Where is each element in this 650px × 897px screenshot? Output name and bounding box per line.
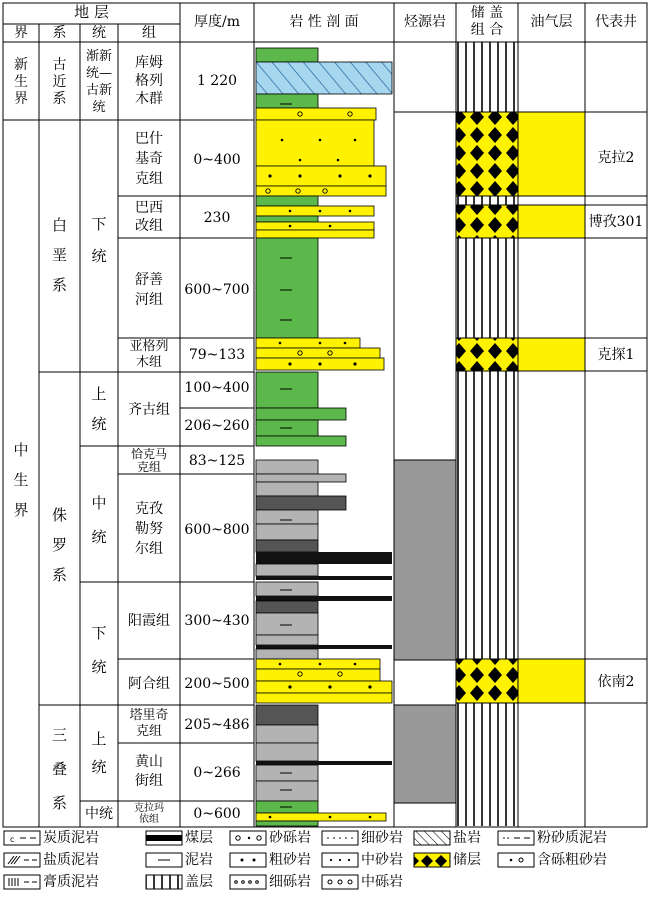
legend-label-fine-sandstone: 细砂岩 xyxy=(361,830,403,846)
legend-label-pebbly-coarse-sandstone: 含砾粗砂岩 xyxy=(537,852,607,868)
header-oil-gas: 油气层 xyxy=(530,14,573,30)
thickness-bashijiqike: 0~400 xyxy=(193,152,241,168)
thickness-baxigai: 230 xyxy=(203,210,231,226)
legend-label-coarse-sandstone: 粗砂岩 xyxy=(269,852,311,868)
xi-cretaceous: 白 垩 系 xyxy=(51,216,67,294)
thickness-kezilenuer: 600~800 xyxy=(184,522,250,538)
header-source-rock: 烃源岩 xyxy=(404,14,446,30)
header-caprock-1: 储 盖 xyxy=(470,5,504,21)
jie-cenozoic: 新 生 界 xyxy=(14,56,28,107)
zu-qiakemake: 恰克马 克组 xyxy=(130,446,167,474)
thickness-yageliemu: 79~133 xyxy=(188,347,246,363)
legend-label-fine-conglomerate: 细砾岩 xyxy=(269,874,311,890)
thickness-qigu-b: 206~260 xyxy=(184,418,250,434)
zu-yageliemu: 亚格列 木组 xyxy=(129,339,169,370)
xi-jurassic: 侏 罗 系 xyxy=(51,506,67,584)
zu-ahe: 阿合组 xyxy=(128,676,170,692)
header-xi: 系 xyxy=(52,25,67,41)
well-ketan1: 克探1 xyxy=(597,347,635,363)
header-tong: 统 xyxy=(92,25,106,41)
header-zu: 组 xyxy=(142,25,156,41)
thickness-yangxia: 300~430 xyxy=(184,613,250,629)
tong-jurassic-upper: 上 统 xyxy=(91,385,107,433)
caprock-column xyxy=(456,42,518,826)
zu-kumugeliemu: 库姆 格列 木群 xyxy=(135,55,163,107)
legend-label-medium-sandstone: 中砂岩 xyxy=(361,852,403,868)
legend-swatch-reservoir xyxy=(414,853,450,867)
thickness-taliqike: 205~486 xyxy=(184,717,250,733)
zu-bashijiqike: 巴什 基奇 克组 xyxy=(135,131,163,187)
zu-shushanhe: 舒善 河组 xyxy=(135,272,163,308)
zu-huangshanjie: 黄山 街组 xyxy=(135,754,163,789)
thickness-kumugeliemu: 1 220 xyxy=(196,73,238,89)
header-lithology: 岩 性 剖 面 xyxy=(289,14,359,30)
thickness-shushanhe: 600~700 xyxy=(184,282,250,298)
header-caprock-2: 组 合 xyxy=(470,22,504,38)
header-stratum: 地 层 xyxy=(74,3,109,21)
legend-label-silty-mudstone: 粉砂质泥岩 xyxy=(537,830,607,846)
thickness-kelamayi: 0~600 xyxy=(193,806,241,822)
header-jie: 界 xyxy=(14,25,28,41)
legend-label-gypsum-mudstone: 膏质泥岩 xyxy=(43,874,99,890)
legend-swatch-pebbly-coarse-sandstone xyxy=(498,853,534,867)
header-well: 代表井 xyxy=(595,14,637,30)
legend-label-coal: 煤层 xyxy=(185,830,213,846)
legend-label-sandy-conglomerate: 砂砾岩 xyxy=(269,830,311,846)
legend-label-reservoir: 储层 xyxy=(453,852,481,868)
thickness-huangshanjie: 0~266 xyxy=(193,765,241,781)
zu-kelamayi: 克拉玛 依组 xyxy=(134,803,164,825)
thickness-qiakemake: 83~125 xyxy=(188,453,246,469)
tong-jurassic-middle: 中 统 xyxy=(91,494,107,546)
lithology-section xyxy=(256,48,392,826)
thickness-ahe: 200~500 xyxy=(184,676,250,692)
tong-jurassic-lower: 下 统 xyxy=(91,624,107,676)
legend-label-medium-conglomerate: 中砾岩 xyxy=(361,874,403,890)
xi-triassic: 三 叠 系 xyxy=(51,726,67,812)
legend-label-mudstone: 泥岩 xyxy=(185,852,213,868)
zu-yangxia: 阳霞组 xyxy=(128,613,170,629)
zu-qigu: 齐古组 xyxy=(128,402,170,418)
oil-gas-layers xyxy=(518,112,585,703)
xi-paleogene: 古 近 系 xyxy=(52,56,67,107)
jie-mesozoic: 中 生 界 xyxy=(13,441,29,519)
well-kela2: 克拉2 xyxy=(597,150,635,166)
legend-swatch-salt xyxy=(414,831,450,845)
source-rock-fills xyxy=(394,460,456,803)
thickness-qigu-a: 100~400 xyxy=(184,380,250,396)
tong-triassic-middle: 中统 xyxy=(85,806,113,822)
tong-triassic-upper: 上 统 xyxy=(91,730,107,776)
well-bozi301: 博孜301 xyxy=(588,214,644,230)
legend-label-carbonaceous-mudstone: 炭质泥岩 xyxy=(43,830,99,846)
zu-taliqike: 塔里奇 克组 xyxy=(129,708,169,739)
svg-text:c: c xyxy=(10,835,15,844)
header-thickness: 厚度/m xyxy=(194,14,240,30)
well-yinan2: 依南2 xyxy=(597,674,635,690)
tong-oligocene-paleocene: 渐新 统— 古新 统 xyxy=(85,49,112,115)
legend-label-salt: 盐岩 xyxy=(453,830,481,846)
legend-swatch-coarse-sandstone xyxy=(230,853,266,867)
legend-swatch-caprock xyxy=(146,875,182,889)
zu-baxigai: 巴西 改组 xyxy=(135,200,163,234)
tong-cretaceous-lower: 下 统 xyxy=(91,215,107,265)
legend-swatch-fine-conglomerate xyxy=(230,875,266,889)
legend-label-saline-mudstone: 盐质泥岩 xyxy=(43,852,99,868)
zu-kezilenuer: 克孜 勒努 尔组 xyxy=(135,501,163,557)
legend-swatch-medium-conglomerate xyxy=(322,875,358,889)
legend-label-caprock: 盖层 xyxy=(185,874,213,890)
